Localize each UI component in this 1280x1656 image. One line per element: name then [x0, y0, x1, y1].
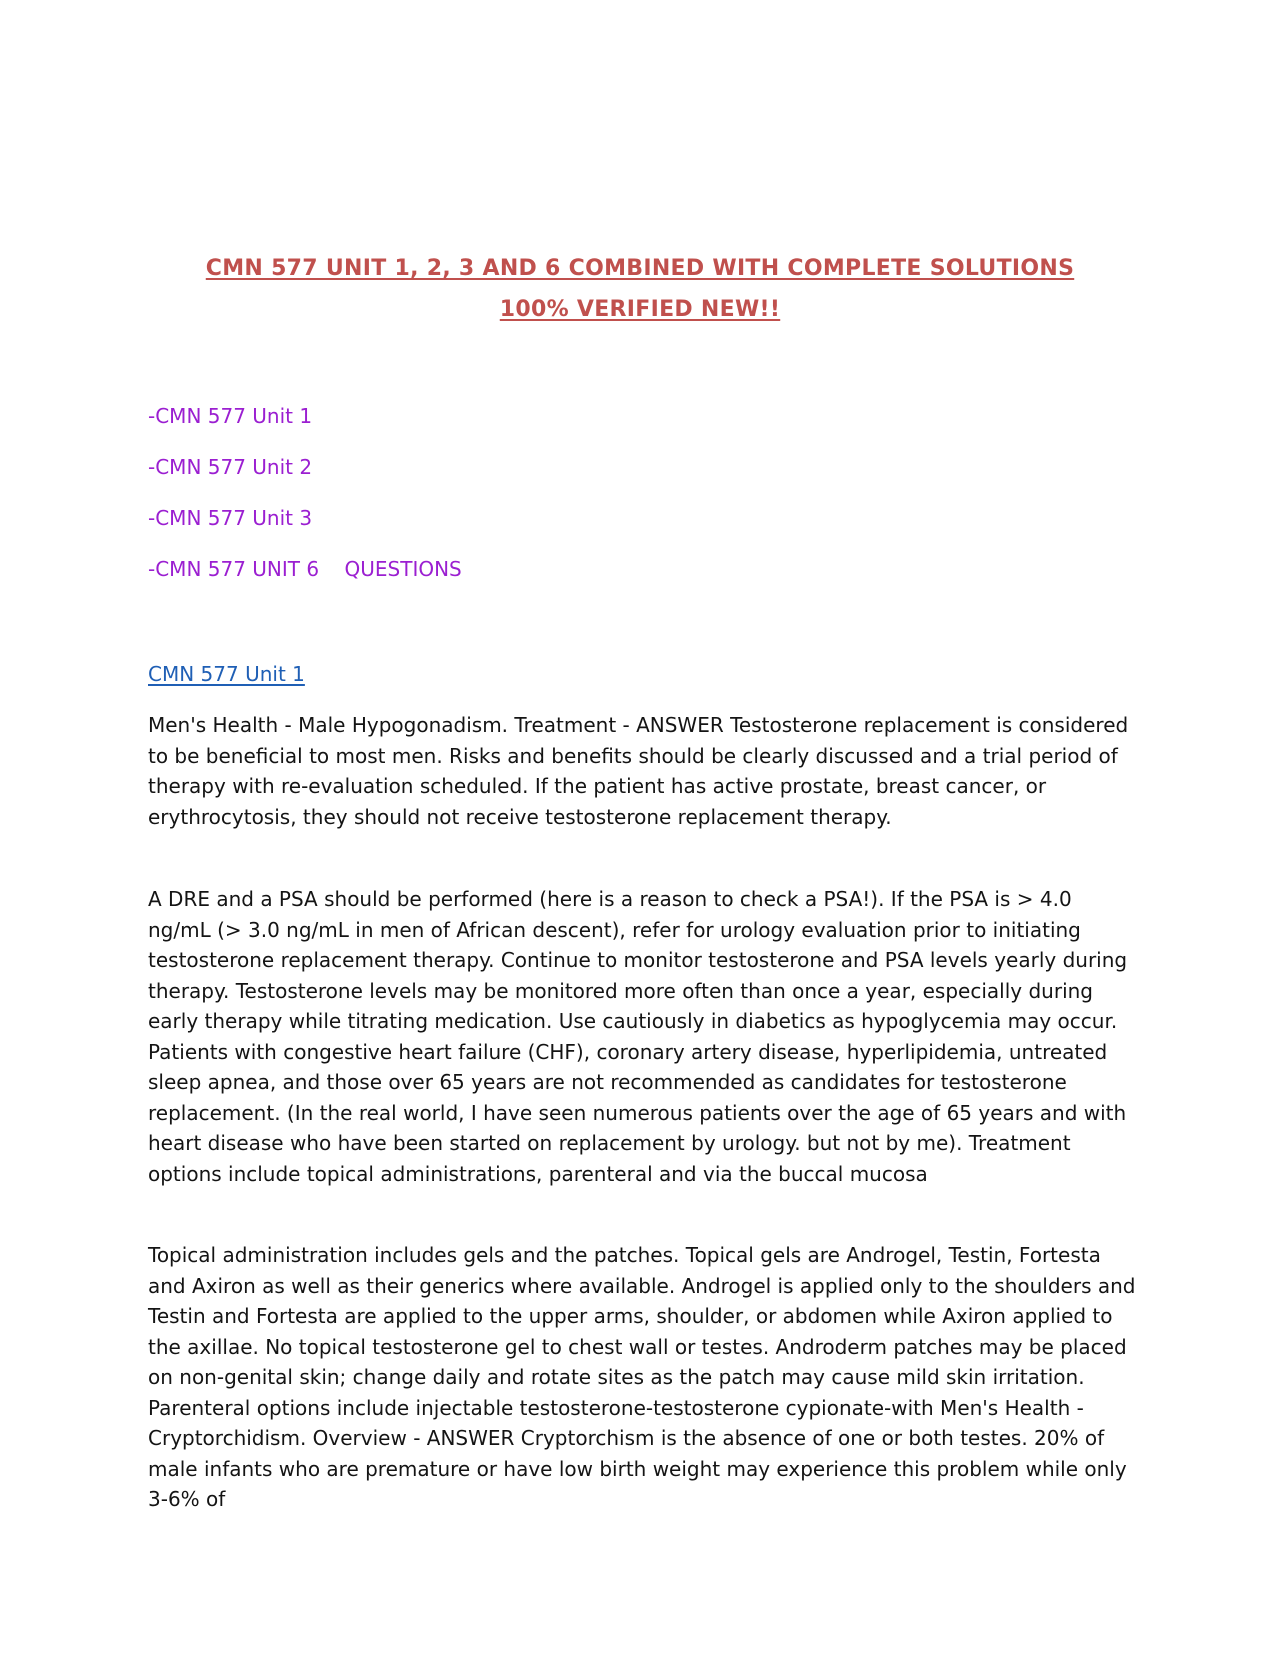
table-of-contents [148, 404, 462, 608]
section-heading-link[interactable]: CMN 577 Unit 1 [148, 662, 305, 686]
toc-item-unit-6: -CMN 577 UNIT 6 QUESTIONS [148, 557, 462, 581]
document-title-line-2: 100% VERIFIED NEW!! [499, 297, 781, 322]
body-paragraph: Men's Health - Male Hypogonadism. Treatment - ANSWER Testosterone replacement is considered to be beneficial to most men. Risks and benefits should be clearly discussed and a trial period of therapy with re-evaluation scheduled. If the patient has active prostate, breast cancer, or erythrocytosis, they should not receive testosterone replacement therapy. [148, 713, 1129, 829]
toc-item-unit-1: -CMN 577 Unit 1 [148, 404, 313, 428]
body-paragraph: Topical administration includes gels and the patches. Topical gels are Androgel, Testin, Fortesta and Axiron as well as their generics where available. Androgel is applied only to the shoulders and Testin and Fortesta are applied to the upper arms, shoulder, or abdomen while Axiron applied to the axillae. No topical testosterone gel to chest wall or testes. Androderm patches may be placed on non-genital skin; change daily and rotate sites as the patch may cause mild skin irritation. Parenteral options include injectable testosterone-testosterone cypionate-with Men's Health - Cryptorchidism. Overview - ANSWER Cryptorchism is the absence of one or both testes. 20% of male infants who are premature or have low birth weight may experience this problem while only 3-6% of [148, 1243, 1136, 1511]
body-paragraph: A DRE and a PSA should be performed (here is a reason to check a PSA!). If the PSA is > 4.0 ng/mL (> 3.0 ng/mL in men of African descent), refer for urology evaluation prior to initiating testosterone replacement therapy. Continue to monitor testosterone and PSA levels yearly during therapy. Testosterone levels may be monitored more often than once a year, especially during early therapy while titrating medication. Use cautiously in diabetics as hypoglycemia may occur. Patients with congestive heart failure (CHF), coronary artery disease, hyperlipidemia, untreated sleep apnea, and those over 65 years are not recommended as candidates for testosterone replacement. (In the real world, I have seen numerous patients over the age of 65 years and with heart disease who have been started on replacement by urology. but not by me). Treatment options include topical administrations, parenteral and via the buccal mucosa [148, 887, 1128, 1186]
toc-item-unit-3: -CMN 577 Unit 3 [148, 506, 313, 530]
toc-item-unit-2: -CMN 577 Unit 2 [148, 455, 313, 479]
document-title-line-1: CMN 577 UNIT 1, 2, 3 AND 6 COMBINED WITH COMPLETE SOLUTIONS [205, 256, 1075, 281]
